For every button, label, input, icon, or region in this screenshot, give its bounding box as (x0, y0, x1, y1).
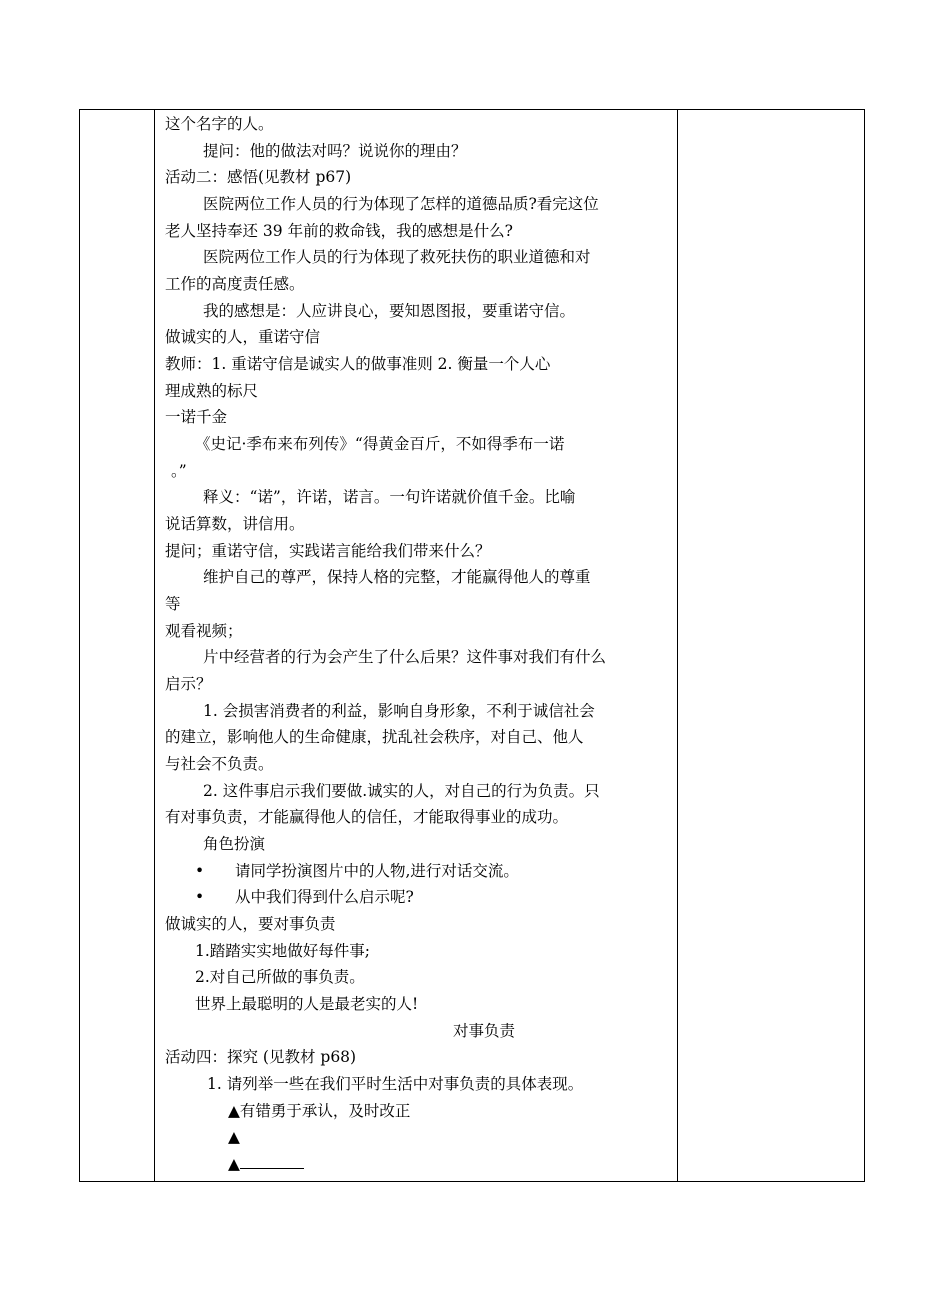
bullet-item (195, 861, 519, 881)
text-line: 2. 这件事启示我们要做.诚实的人，对自己的行为负责。只 (203, 782, 600, 800)
bullet-text: 从中我们得到什么启示呢? (235, 888, 414, 906)
text-line: 维护自己的尊严，保持人格的完整，才能赢得他人的尊重 (203, 568, 591, 586)
text-line: 有对事负责，才能赢得他人的信任，才能取得事业的成功。 (165, 808, 569, 826)
text-line: 理成熟的标尺 (165, 382, 259, 400)
text-line: 角色扮演 (203, 835, 266, 853)
table-left-column (80, 110, 155, 1181)
triangle-icon: ▲ (228, 1155, 240, 1173)
list-item: 1.踏踏实实地做好每件事; (195, 942, 371, 960)
lesson-table (79, 109, 865, 1182)
list-item: 2.对自己所做的事负责。 (195, 968, 365, 986)
text-line: 片中经营者的行为会产生了什么后果？这件事对我们有什么 (203, 648, 607, 666)
text-line: 这个名字的人。 (165, 115, 274, 133)
section-heading: 一诺千金 (165, 408, 228, 426)
text-line: 与社会不负责。 (165, 755, 274, 773)
question-line: 提问；重诺守信，实践诺言能给我们带来什么？ (165, 542, 491, 560)
text-line: 等 (165, 595, 181, 613)
section-heading: 做诚实的人，重诺守信 (165, 328, 321, 346)
text-line: 说话算数，讲信用。 (165, 515, 305, 533)
question-line: 提问：他的做法对吗？说说你的理由？ (203, 142, 467, 160)
text-line: 医院两位工作人员的行为体现了救死扶伤的职业道德和对 (203, 248, 591, 266)
text-line: 教师：1. 重诺守信是诚实人的做事准则 2. 衡量一个人心 (165, 355, 551, 373)
bullet-icon: • (195, 888, 205, 906)
bullet-item (195, 887, 414, 907)
answer-item: ▲有错勇于承认，及时改正 (228, 1102, 411, 1120)
quote-line: 《史记·季布来布列传》“得黄金百斤，不如得季布一诺 (195, 435, 565, 453)
text-line: 医院两位工作人员的行为体现了怎样的道德品质?看完这位 (203, 195, 599, 213)
question-line: 1. 请列举一些在我们平时生活中对事负责的具体表现。 (207, 1075, 584, 1093)
bullet-icon: • (195, 862, 205, 880)
answer-item: ▲ (228, 1128, 240, 1146)
centered-heading: 对事负责 (453, 1022, 516, 1040)
activity-heading: 活动四：探究 (见教材 p68) (165, 1048, 357, 1066)
text-line: 我的感想是：人应讲良心，要知恩图报，要重诺守信。 (203, 302, 576, 320)
text-line: 老人坚持奉还 39 年前的救命钱，我的感想是什么? (165, 222, 513, 240)
table-right-column (677, 110, 864, 1181)
text-line: 释义：“诺”，许诺，诺言。一句许诺就价值千金。比喻 (203, 488, 576, 506)
text-line: 的建立，影响他人的生命健康，扰乱社会秩序，对自己、他人 (165, 728, 584, 746)
text-line: 1. 会损害消费者的利益，影响自身形象，不利于诚信社会 (203, 702, 595, 720)
text-line: 世界上最聪明的人是最老实的人! (195, 995, 419, 1013)
blank-underline (240, 1154, 304, 1169)
text-line: 工作的高度责任感。 (165, 275, 305, 293)
text-line: 观看视频； (165, 622, 243, 640)
text-line: 启示？ (165, 675, 212, 693)
section-heading: 做诚实的人，要对事负责 (165, 915, 336, 933)
answer-item (228, 1154, 304, 1174)
activity-heading: 活动二：感悟(见教材 p67) (165, 168, 352, 186)
table-content-column (155, 110, 679, 1181)
quote-line: 。” (171, 462, 187, 480)
bullet-text: 请同学扮演图片中的人物,进行对话交流。 (235, 862, 519, 880)
